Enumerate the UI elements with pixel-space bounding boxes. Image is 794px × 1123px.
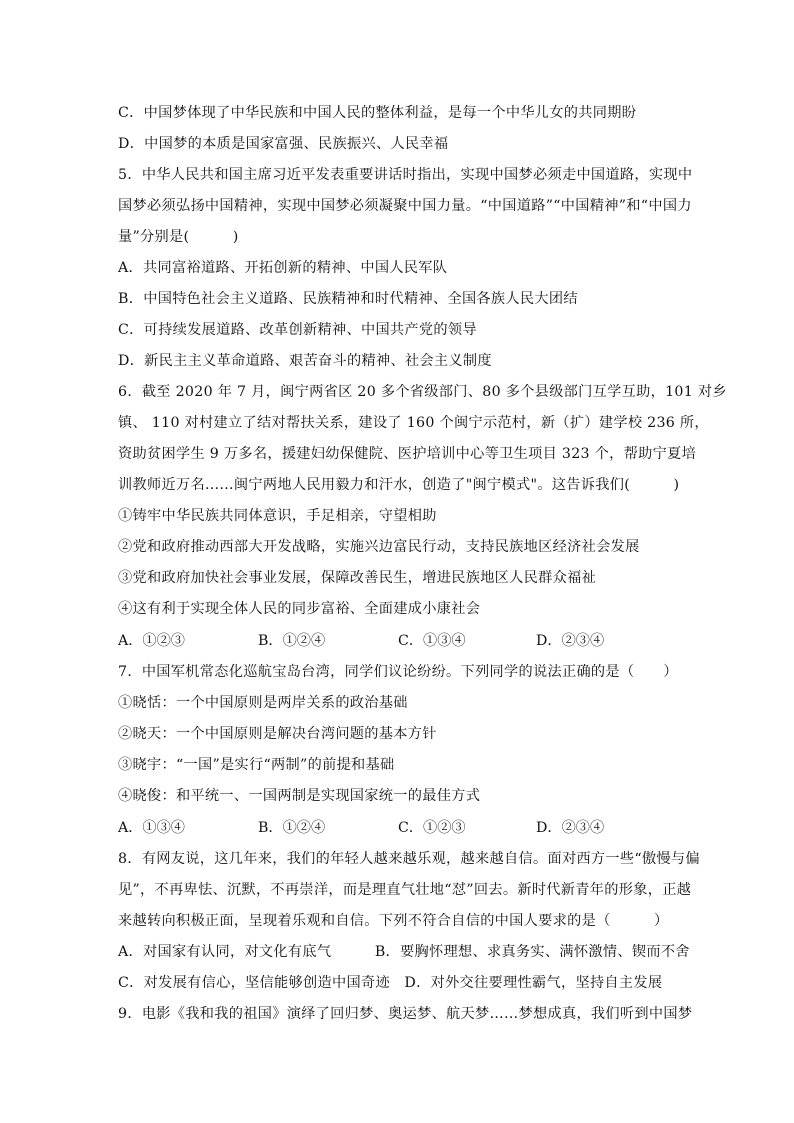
question-5-line-2: 国梦必须弘扬中国精神，实现中国梦必须凝聚中国力量。“中国道路”“中国精神”和“中国力 [118,198,692,214]
option-5d: D．新民主主义革命道路、艰苦奋斗的精神、社会主义制度 [118,353,492,369]
statement-6-2: ②党和政府推动西部大开发战略，实施兴边富民行动，支持民族地区经济社会发展 [118,539,640,555]
question-5-line-1: 5．中华人民共和国主席习近平发表重要讲话时指出，实现中国梦必须走中国道路，实现中 [118,167,693,183]
question-7-line-1: 7．中国军机常态化巡航宝岛台湾，同学们议论纷纷。下列同学的说法正确的是（ ） [118,664,678,680]
statement-7-2: ②晓天：一个中国原则是解决台湾问题的基本方针 [118,726,437,742]
question-8-line-1: 8．有网友说，这几年来，我们的年轻人越来越乐观，越来越自信。面对西方一些“傲慢与偏 [118,851,700,867]
option-7b: B．①②④ [258,820,326,836]
option-5c: C．可持续发展道路、改革创新精神、中国共产党的领导 [118,322,477,338]
options-8ab: A．对国家有认同，对文化有底气 B．要胸怀理想、求真务实、满怀激情、锲而不舍 [118,944,690,960]
question-6-line-1: 6．截至 2020 年 7 月，闽宁两省区 20 多个省级部门、80 多个县级部门互学互助，101 对乡 [118,384,727,400]
option-7c: C．①②③ [398,820,466,836]
statement-7-3: ③晓宇：“一国”是实行“两制”的前提和基础 [118,757,395,773]
statement-6-1: ①铸牢中华民族共同体意识，手足相亲，守望相助 [118,508,437,524]
option-7a: A．①③④ [118,820,185,836]
option-5a: A．共同富裕道路、开拓创新的精神、中国人民军队 [118,260,448,276]
option-6b: B．①②④ [258,633,326,649]
question-6-line-3: 资助贫困学生 9 万多名，援建妇幼保健院、医护培训中心等卫生项目 323 个，帮助宁夏培 [118,446,697,462]
option-6c: C．①③④ [398,633,466,649]
option-7d: D．②③④ [536,820,605,836]
statement-7-1: ①晓恬：一个中国原则是两岸关系的政治基础 [118,695,408,711]
question-9-line-1: 9．电影《我和我的祖国》演绎了回归梦、奥运梦、航天梦……梦想成真，我们听到中国梦 [118,1006,693,1022]
option-6a: A．①②③ [118,633,185,649]
option-5b: B．中国特色社会主义道路、民族精神和时代精神、全国各族人民大团结 [118,291,578,307]
statement-6-4: ④这有利于实现全体人民的同步富裕、全面建成小康社会 [118,601,481,617]
question-8-line-2: 见”，不再卑怯、沉默，不再崇洋，而是理直气壮地“怼”回去。新时代新青年的形象，正越 [118,882,692,898]
statement-6-3: ③党和政府加快社会事业发展，保障改善民生，增进民族地区人民群众福祉 [118,570,597,586]
options-8cd: C．对发展有信心，坚信能够创造中国奇迹 D．对外交往要理性霸气，坚持自主发展 [118,975,663,991]
question-6-line-4: 训教师近万名……闽宁两地人民用毅力和汗水，创造了"闽宁模式"。这告诉我们( ) [118,477,680,493]
statement-7-4: ④晓俊：和平统一、一国两制是实现国家统一的最佳方式 [118,788,481,804]
option-4c: C．中国梦体现了中华民族和中国人民的整体利益，是每一个中华儿女的共同期盼 [118,105,637,121]
option-4d: D．中国梦的本质是国家富强、民族振兴、人民幸福 [118,136,449,152]
question-5-line-3: 量”分别是( ) [118,229,239,245]
option-6d: D．②③④ [536,633,605,649]
question-6-line-2: 镇、 110 对村建立了结对帮扶关系，建设了 160 个闽宁示范村，新（扩）建学校 236 所， [118,415,709,431]
question-8-line-3: 来越转向积极正面，呈现着乐观和自信。下列不符合自信的中国人要求的是（ ） [118,913,669,929]
